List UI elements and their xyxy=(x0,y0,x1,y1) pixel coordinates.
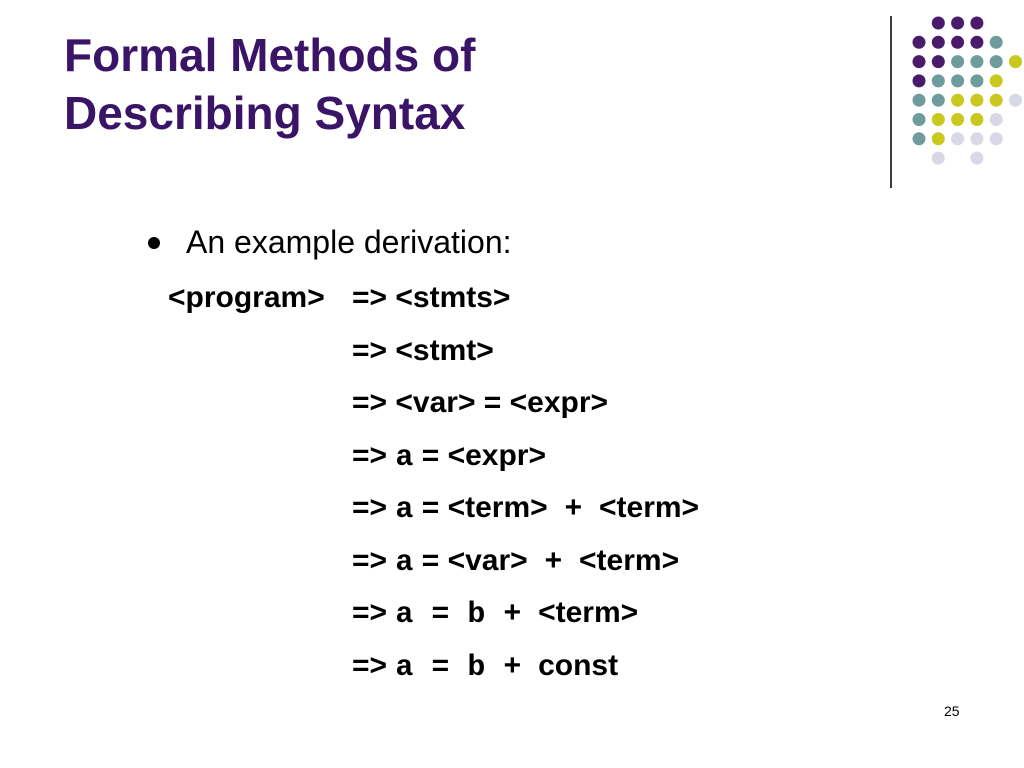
decorative-dot xyxy=(932,36,945,49)
title-line-1: Formal Methods of xyxy=(64,29,476,81)
decorative-dot xyxy=(951,132,964,145)
code-token: a xyxy=(395,545,414,580)
grammar-text: = <var> xyxy=(413,543,545,577)
grammar-text: => <var> = <expr> xyxy=(352,386,609,419)
decorative-dot xyxy=(970,55,983,68)
page-number: 25 xyxy=(944,703,960,719)
decorative-dot xyxy=(970,17,983,30)
grammar-text: = <expr> xyxy=(413,438,546,472)
decorative-dot xyxy=(970,36,983,49)
derivation-step xyxy=(352,488,699,541)
decorative-dot xyxy=(932,94,945,107)
decorative-dot xyxy=(970,74,983,87)
decorative-dot xyxy=(913,94,926,107)
decorative-dot xyxy=(913,74,926,87)
decorative-dot xyxy=(970,132,983,145)
decorative-dot xyxy=(990,113,1003,126)
decorative-dot xyxy=(951,94,964,107)
grammar-text: => <stmt> xyxy=(352,333,494,367)
grammar-text: => xyxy=(352,438,396,472)
decorative-dot xyxy=(970,94,983,107)
decorative-dot xyxy=(990,132,1003,145)
decorative-dot xyxy=(990,55,1003,68)
code-token: a = b + xyxy=(395,598,522,632)
decorative-dot xyxy=(913,36,926,49)
decorative-dot xyxy=(951,113,964,126)
derivation-step xyxy=(352,593,699,646)
derivation-step xyxy=(352,541,699,594)
decorative-dot xyxy=(932,132,945,145)
decorative-dot xyxy=(913,113,926,126)
derivation-step xyxy=(352,646,699,699)
decorative-dot xyxy=(951,74,964,87)
grammar-text: const xyxy=(521,648,619,682)
decorative-dot xyxy=(913,132,926,145)
decorative-dot xyxy=(970,113,983,126)
decorative-dot xyxy=(1009,55,1022,68)
title-line-2: Describing Syntax xyxy=(64,87,466,139)
bullet-dot-icon xyxy=(148,237,160,249)
derivation-lhs: <program> xyxy=(168,281,325,314)
code-token: + xyxy=(564,493,583,527)
grammar-text: => xyxy=(352,648,396,682)
decorative-dot xyxy=(951,55,964,68)
derivation-step xyxy=(352,436,699,489)
code-token: a xyxy=(395,493,414,527)
decorative-dot xyxy=(990,94,1003,107)
grammar-text: => xyxy=(352,543,396,577)
decorative-dot xyxy=(932,74,945,87)
decorative-dot xyxy=(970,152,983,165)
decorative-divider-line xyxy=(890,16,892,188)
code-token: a xyxy=(395,440,414,475)
grammar-text: => xyxy=(352,491,396,524)
decorative-dot xyxy=(1009,94,1022,107)
code-token: a = b + xyxy=(395,650,522,685)
grammar-text: <term> xyxy=(562,543,680,577)
decorative-dot xyxy=(932,17,945,30)
decorative-dot xyxy=(990,36,1003,49)
decorative-dot xyxy=(932,55,945,68)
decorative-dot xyxy=(951,36,964,49)
derivation-step xyxy=(352,383,699,436)
grammar-text: => xyxy=(352,596,396,629)
decorative-dot xyxy=(932,113,945,126)
bullet-text: An example derivation: xyxy=(186,224,512,260)
derivation-step xyxy=(352,278,699,331)
decorative-dot xyxy=(990,74,1003,87)
grammar-text: <term> xyxy=(582,491,700,524)
code-token: + xyxy=(544,545,563,580)
slide-title xyxy=(64,26,475,142)
grammar-text: <term> xyxy=(521,596,639,629)
derivation-steps xyxy=(352,278,699,698)
decorative-dot xyxy=(932,152,945,165)
grammar-text: => <stmts> xyxy=(352,281,511,314)
decorative-dot xyxy=(913,55,926,68)
derivation-step xyxy=(352,331,699,384)
decorative-dot xyxy=(951,17,964,30)
grammar-text: = <term> xyxy=(413,491,565,524)
